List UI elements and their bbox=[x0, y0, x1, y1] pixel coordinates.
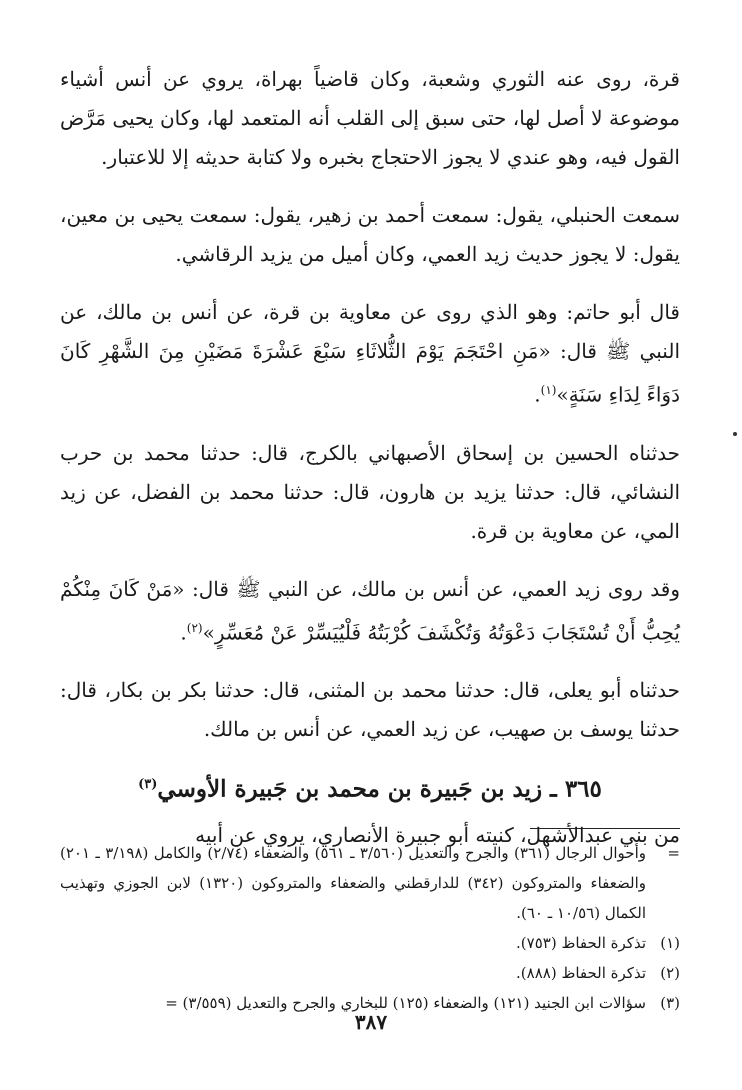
footnote-ref-3: (٣) bbox=[138, 777, 158, 793]
paragraph-7: من بني عبدالأشهل، كنيته أبو جبيرة الأنصاري، يروي عن أبيه bbox=[195, 822, 680, 847]
paragraph-5: وقد روى زيد العمي، عن أنس بن مالك، عن النبي ﷺ قال: «مَنْ كَانَ مِنْكُمْ يُحِبُّ أَنْ تُسْتَجَابَ دَعْوَتُهُ وَتُكْشَفَ كُرْبَتُهُ فَلْيُيَسِّرْ عَنْ مُعَسِّرٍ»$^{(٢)}$. bbox=[60, 576, 680, 645]
margin-dot bbox=[733, 432, 737, 436]
footnote-continued bbox=[60, 838, 680, 928]
footnote-mark: (٣) bbox=[660, 994, 680, 1012]
entry-heading bbox=[60, 765, 680, 810]
paragraph-3-text: قال أبو حاتم: وهو الذي روى عن معاوية بن قرة، عن أنس بن مالك، عن النبي ﷺ قال: «مَنِ احْتَجَمَ يَوْمَ الثُّلاثَاءِ سَبْعَ عَشْرَةَ مَضَيْنِ مِنَ الشَّهْرِ كَانَ دَوَاءً لِدَاءِ سَنَةٍ» bbox=[60, 300, 680, 407]
footnotes bbox=[60, 838, 680, 1018]
paragraph-4: حدثناه الحسين بن إسحاق الأصبهاني بالكرج، قال: حدثنا محمد بن حرب النشائي، قال: حدثنا يزيد بن هارون، قال: حدثنا محمد بن الفضل، عن زيد المي، عن معاوية بن قرة. bbox=[60, 440, 680, 543]
footnote-divider bbox=[530, 828, 680, 829]
footnote-text: تذكرة الحفاظ (٧٥٣). bbox=[516, 934, 646, 952]
paragraph-5-text: وقد روى زيد العمي، عن أنس بن مالك، عن النبي ﷺ قال: «مَنْ كَانَ مِنْكُمْ يُحِبُّ أَنْ تُسْتَجَابَ دَعْوَتُهُ وَتُكْشَفَ كُرْبَتُهُ فَلْيُيَسِّرْ عَنْ مُعَسِّرٍ» bbox=[60, 576, 680, 645]
footnote-ref-2: (٢) bbox=[186, 620, 203, 635]
footnote-mark: = bbox=[667, 844, 680, 862]
footnote-ref-1: (١) bbox=[540, 383, 557, 397]
footnote-text: سؤالات ابن الجنيد (١٢١) والضعفاء (١٢٥) للبخاري والجرح والتعديل (٣/٥٥٩) = bbox=[165, 994, 646, 1012]
paragraph-6: حدثناه أبو يعلى، قال: حدثنا محمد بن المثنى، قال: حدثنا بكر بن بكار، قال: حدثنا يوسف بن صهيب، عن زيد العمي، عن أنس بن مالك. bbox=[60, 678, 680, 742]
footnote-text: وأحوال الرجال (٣٦١) والجرح والتعديل (٣/٥٦٠ ـ ٥٦١) والضعفاء (٢/٧٤) والكامل (٣/١٩٨ ـ ٢٠١) والضعفاء والمتروكون (٣٤٢) للدارقطني والضعفاء والمتروكون (١٣٢٠) لابن الجوزي وتهذيب الكمال (١٠/٥٦ ـ ٦٠). bbox=[60, 844, 646, 922]
paragraph-1: قرة، روى عنه الثوري وشعبة، وكان قاضياً بهراة، يروي عن أنس أشياء موضوعة لا أصل لها، حتى سبق إلى القلب أنه المتعمد لها، وكان يحيى مَرَّض القول فيه، وهو عندي لا يجوز الاحتجاج بخبره ولا كتابة حديثه إلا للاعتبار. bbox=[60, 67, 680, 169]
paragraph-2: سمعت الحنبلي، يقول: سمعت أحمد بن زهير، يقول: سمعت يحيى بن معين، يقول: لا يجوز حديث زيد العمي، وكان أميل من يزيد الرقاشي. bbox=[60, 203, 680, 266]
footnote-text: تذكرة الحفاظ (٨٨٨). bbox=[516, 964, 646, 982]
entry-heading-text: ٣٦٥ ـ زيد بن جَبيرة بن محمد بن جَبيرة الأوسي bbox=[157, 775, 602, 803]
footnote-mark: (٢) bbox=[660, 964, 680, 982]
footnote-mark: (١) bbox=[660, 934, 680, 952]
footnote-1 bbox=[60, 928, 680, 958]
paragraph-3: قال أبو حاتم: وهو الذي روى عن معاوية بن قرة، عن أنس بن مالك، عن النبي ﷺ قال: «مَنِ احْتَجَمَ يَوْمَ الثُّلاثَاءِ سَبْعَ عَشْرَةَ مَضَيْنِ مِنَ الشَّهْرِ كَانَ دَوَاءً لِدَاءِ سَنَةٍ»$^{(١)}$. bbox=[60, 300, 680, 407]
footnote-2 bbox=[60, 958, 680, 988]
main-text bbox=[60, 60, 680, 874]
page-number: ٣٨٧ bbox=[354, 1010, 388, 1034]
